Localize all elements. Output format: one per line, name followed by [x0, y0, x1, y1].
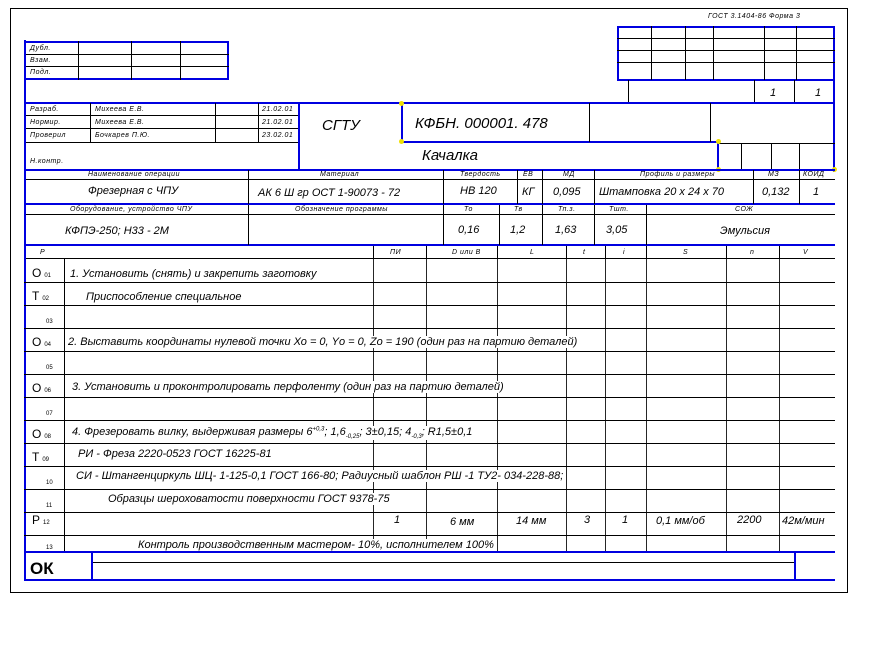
row-code: 13	[46, 545, 53, 551]
vzam-label: Взам.	[30, 57, 51, 64]
h3-label: ПИ	[390, 249, 402, 256]
rule	[24, 420, 835, 421]
rule	[796, 26, 797, 80]
row-text: Контроль производственным мастером- 10%, исполнителем 100%	[138, 539, 494, 551]
rule	[646, 246, 647, 259]
rule	[799, 143, 800, 169]
row-code: 11	[46, 503, 53, 509]
sheet-number: 1	[770, 87, 777, 99]
hardness: НВ 120	[460, 185, 497, 197]
h1-label: Наименование операции	[88, 171, 180, 178]
param-v: 42м/мин	[782, 515, 825, 527]
h1-label: Материал	[320, 171, 360, 178]
h1-label: Твердость	[460, 171, 501, 178]
rule	[24, 54, 229, 55]
rule	[605, 259, 606, 551]
rule	[443, 170, 444, 204]
dubl-label: Дубл.	[30, 45, 51, 52]
rule	[719, 143, 835, 144]
rule	[24, 489, 835, 490]
rule	[131, 41, 132, 80]
row-code: 03	[46, 319, 53, 325]
rule	[753, 170, 754, 204]
rule	[24, 282, 835, 283]
rule	[92, 562, 795, 563]
rule	[646, 259, 647, 551]
row-text-milling: 4. Фрезеровать вилку, выдерживая размеры $6^{+0,3}$; $1,6_{-0,25}$; 3±0,15; $4_{-0,3}$; R1,5±0,1	[72, 426, 473, 441]
rule	[24, 305, 835, 306]
h2-label: То	[464, 206, 473, 213]
operation-name: Фрезерная с ЧПУ	[88, 185, 179, 197]
rule	[717, 141, 719, 170]
rule	[401, 103, 403, 143]
h1-label: МЗ	[768, 171, 780, 178]
rule	[258, 103, 259, 143]
part-name: Качалка	[422, 147, 479, 164]
rule	[594, 205, 595, 245]
rule	[617, 62, 835, 63]
row-code: 10	[46, 480, 53, 486]
rule	[594, 170, 595, 204]
rule	[24, 244, 835, 246]
row-code: О 06	[32, 381, 52, 395]
h2-label: Тп.з.	[558, 206, 576, 213]
row-text: 1. Установить (снять) и закрепить заготовку	[70, 268, 317, 280]
material: АК 6 Ш гр ОСТ 1-90073 - 72	[258, 187, 401, 199]
rule	[24, 258, 835, 259]
rule	[78, 41, 79, 80]
staff-name: Михеева Е.В.	[95, 106, 145, 113]
row-code: О 08	[32, 427, 52, 441]
rule	[726, 246, 727, 259]
rule	[248, 205, 249, 245]
rule	[617, 38, 835, 39]
rule	[24, 40, 26, 581]
param-l: 14 мм	[516, 515, 547, 527]
rule	[617, 26, 619, 80]
row-code: О 01	[32, 266, 52, 280]
row-text: 3. Установить и проконтролировать перфоленту (один раз на партию деталей)	[72, 381, 504, 393]
rule	[779, 246, 780, 259]
h3-label: Р	[40, 249, 46, 256]
rule	[426, 246, 427, 259]
coolant: Эмульсия	[720, 225, 771, 237]
corner-marker	[716, 139, 721, 144]
rule	[764, 26, 765, 80]
rule	[24, 328, 835, 329]
staff-name: Бочкарев П.Ю.	[95, 132, 150, 139]
h2-label: Тв	[514, 206, 523, 213]
h3-label: L	[530, 249, 535, 256]
h3-label: S	[683, 249, 689, 256]
koid: 1	[813, 186, 820, 198]
h3-label: D или В	[452, 249, 481, 256]
row-code: О 04	[32, 335, 52, 349]
rule	[373, 259, 374, 551]
staff-date: 23.02.01	[262, 132, 294, 139]
rule	[24, 214, 835, 215]
row-text: 2. Выставить координаты нулевой точки Хо = 0, Yо = 0, Zо = 190 (один раз на партию деталей)	[68, 336, 578, 348]
equipment: КФПЭ-250; Н33 - 2М	[65, 225, 169, 237]
rule	[617, 26, 835, 28]
rule	[628, 80, 629, 102]
podl-label: Подл.	[30, 69, 52, 76]
blank-profile: Штамповка 20 х 24 х 70	[599, 186, 725, 198]
rule	[799, 170, 800, 204]
param-t: 3	[584, 514, 591, 526]
rule	[24, 78, 229, 80]
rule	[24, 551, 835, 553]
rule	[741, 143, 742, 169]
h3-label: n	[750, 249, 755, 256]
rule	[794, 553, 796, 581]
row-code: 07	[46, 411, 53, 417]
rule	[779, 259, 780, 551]
h1-label: МД	[563, 171, 575, 178]
staff-date: 21.02.01	[262, 119, 294, 126]
row-text: Приспособление специальное	[86, 291, 242, 303]
footer-code: ОК	[30, 559, 54, 578]
row-code: Т 02	[32, 289, 50, 303]
rule	[24, 374, 835, 375]
rule	[24, 443, 835, 444]
rule	[833, 26, 835, 172]
t-setup: 1,63	[555, 224, 577, 236]
corner-marker	[399, 101, 404, 106]
param-pi: 1	[394, 514, 401, 526]
staff-role: Разраб.	[30, 106, 59, 113]
rule	[24, 66, 229, 67]
rule	[24, 351, 835, 352]
rule	[24, 41, 229, 43]
row-code: Т 09	[32, 450, 50, 464]
rule	[401, 141, 719, 143]
h1-label: Профиль и размеры	[640, 171, 716, 178]
rule	[24, 535, 835, 536]
rule	[64, 259, 65, 553]
h1-label: КОИД	[803, 171, 825, 178]
rule	[215, 103, 216, 143]
rule	[605, 246, 606, 259]
rule	[227, 41, 229, 80]
rule	[24, 397, 835, 398]
h2-label: Тшт.	[609, 206, 629, 213]
rule	[443, 205, 444, 245]
rule	[710, 103, 711, 142]
rule	[589, 103, 590, 142]
staff-date: 21.02.01	[262, 106, 294, 113]
rule	[24, 466, 835, 467]
rule	[24, 179, 835, 180]
t-aux: 1,2	[510, 224, 526, 236]
h3-label: i	[623, 249, 626, 256]
unit: КГ	[522, 186, 535, 198]
param-s: 0,1 мм/об	[656, 515, 705, 527]
blank-mass: 0,132	[762, 186, 790, 198]
mass: 0,095	[553, 186, 581, 198]
rule	[542, 205, 543, 245]
row-text: РИ - Фреза 2220-0523 ГОСТ 16225-81	[78, 448, 272, 460]
staff-role: Нормир.	[30, 119, 61, 126]
staff-role: Проверил	[30, 132, 66, 139]
rule	[497, 246, 498, 259]
rule	[24, 102, 835, 104]
param-i: 1	[622, 514, 629, 526]
rule	[726, 259, 727, 551]
row-code: 05	[46, 365, 53, 371]
corner-marker	[399, 139, 404, 144]
rule	[90, 103, 91, 143]
rule	[771, 143, 772, 169]
rule	[754, 80, 755, 102]
rule	[794, 80, 795, 102]
rule	[24, 579, 835, 581]
rule	[24, 512, 835, 513]
document-code: КФБН. 000001. 478	[415, 115, 548, 132]
rule	[373, 246, 374, 259]
sheet-total: 1	[815, 87, 822, 99]
staff-name: Михеева Е.В.	[95, 119, 145, 126]
rule	[651, 26, 652, 80]
rule	[180, 41, 181, 80]
organization: СГТУ	[322, 117, 360, 134]
row-text: Образцы шероховатости поверхности ГОСТ 9378-75	[108, 493, 390, 505]
rule	[617, 50, 835, 51]
rule	[497, 259, 498, 551]
rule	[298, 103, 300, 169]
staff-role: Н.контр.	[30, 158, 64, 165]
param-n: 2200	[737, 514, 762, 526]
rule	[713, 26, 714, 80]
t-main: 0,16	[458, 224, 480, 236]
rule	[24, 203, 835, 205]
row-code: Р 12	[32, 513, 50, 527]
rule	[426, 259, 427, 551]
h2-label: СОЖ	[735, 206, 754, 213]
rule	[646, 205, 647, 245]
rule	[685, 26, 686, 80]
h3-label: V	[803, 249, 809, 256]
h2-label: Обозначение программы	[295, 206, 388, 213]
h3-label: t	[583, 249, 586, 256]
rule	[566, 259, 567, 551]
h1-label: ЕВ	[523, 171, 534, 178]
rule	[248, 170, 249, 204]
rule	[517, 170, 518, 204]
form-label: ГОСТ 3.1404-86 Форма 3	[708, 13, 801, 20]
rule	[566, 246, 567, 259]
row-text: СИ - Штангенциркуль ШЦ- 1-125-0,1 ГОСТ 166-80; Радиусный шаблон РШ -1 ТУ2- 034-228-88;	[76, 470, 564, 482]
param-d: 6 мм	[450, 516, 475, 528]
rule	[499, 205, 500, 245]
h2-label: Оборудование, устройство ЧПУ	[70, 206, 193, 213]
rule	[91, 553, 93, 581]
rule	[542, 170, 543, 204]
rule	[617, 79, 835, 81]
t-piece: 3,05	[606, 224, 628, 236]
